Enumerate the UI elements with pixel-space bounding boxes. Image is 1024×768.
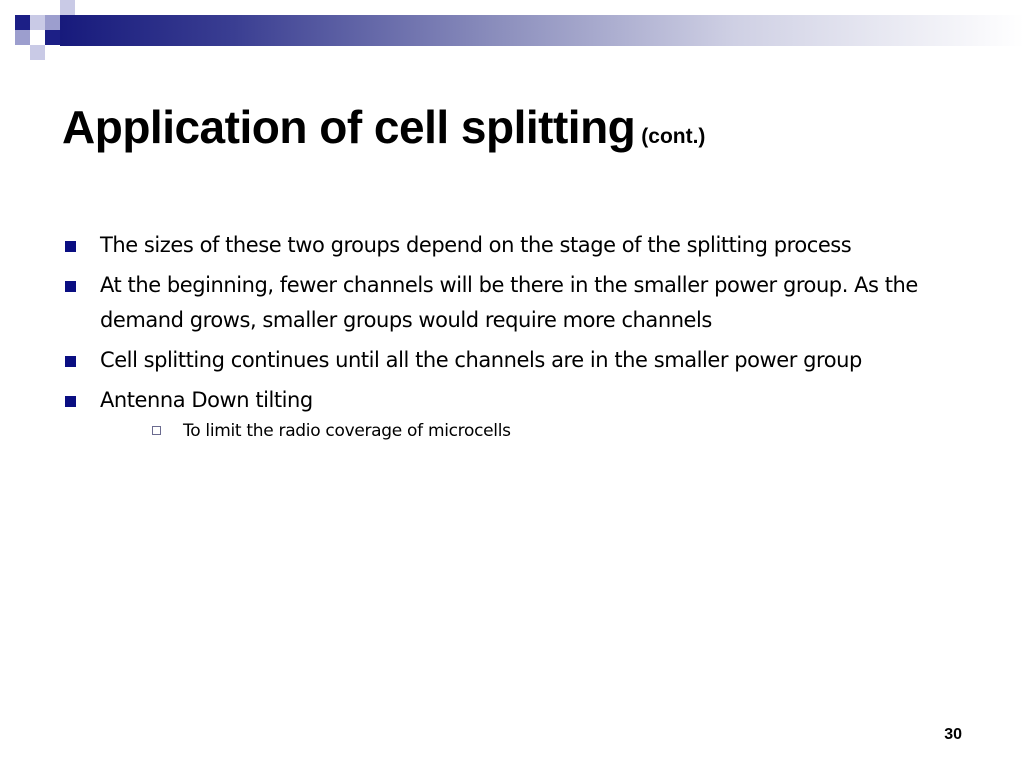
bullet-item bbox=[62, 343, 972, 378]
square-bullet-icon bbox=[65, 281, 76, 292]
decor-square-icon bbox=[30, 45, 45, 60]
bullet-text: Cell splitting continues until all the channels are in the smaller power group bbox=[100, 348, 862, 372]
bullet-text: Antenna Down tilting bbox=[100, 388, 313, 412]
bullet-item bbox=[62, 228, 972, 263]
decor-square-icon bbox=[60, 0, 75, 15]
bullet-item bbox=[62, 268, 972, 338]
decor-square-icon bbox=[15, 15, 30, 30]
slide-title bbox=[62, 100, 705, 154]
square-bullet-icon bbox=[65, 356, 76, 367]
bullet-item bbox=[62, 383, 972, 446]
title-main: Application of cell splitting bbox=[62, 101, 636, 153]
decor-square-icon bbox=[15, 30, 30, 45]
sub-bullet-item bbox=[100, 416, 972, 446]
hollow-square-bullet-icon bbox=[152, 426, 161, 435]
bullet-text: The sizes of these two groups depend on the stage of the splitting process bbox=[100, 233, 852, 257]
bullet-list bbox=[62, 228, 972, 451]
bullet-text: At the beginning, fewer channels will be there in the smaller power group. As the demand grows, smaller groups would require more channels bbox=[100, 273, 918, 332]
decor-square-icon bbox=[30, 15, 45, 30]
sub-bullet-list bbox=[100, 416, 972, 446]
header-gradient-bar bbox=[60, 15, 1024, 46]
square-bullet-icon bbox=[65, 396, 76, 407]
sub-bullet-text: To limit the radio coverage of microcells bbox=[183, 421, 511, 441]
square-bullet-icon bbox=[65, 241, 76, 252]
decor-square-icon bbox=[45, 30, 60, 45]
page-number: 30 bbox=[944, 726, 962, 743]
title-suffix: (cont.) bbox=[641, 125, 706, 148]
decor-square-icon bbox=[45, 15, 60, 30]
